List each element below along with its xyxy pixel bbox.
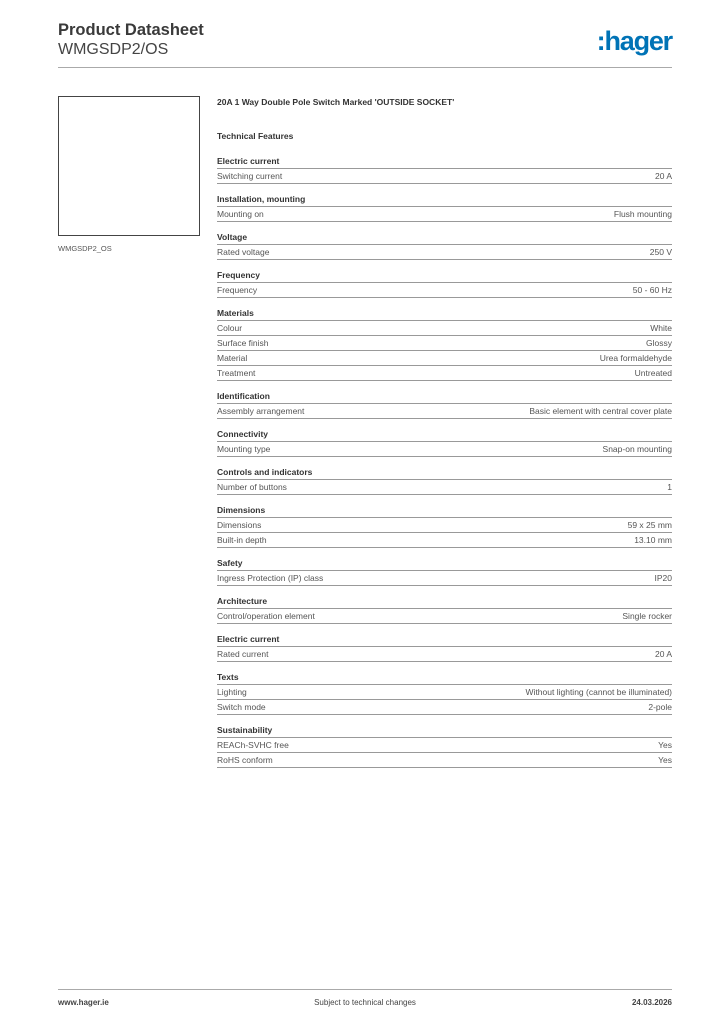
feature-row — [217, 571, 672, 586]
feature-section — [217, 231, 672, 260]
feature-row — [217, 404, 672, 419]
feature-value: Without lighting (cannot be illuminated) — [525, 687, 672, 697]
feature-label: Material — [217, 353, 248, 363]
section-title: Safety — [217, 557, 672, 571]
hager-logo: :hager — [596, 26, 672, 56]
feature-label: Built-in depth — [217, 535, 267, 545]
feature-label: Rated current — [217, 649, 269, 659]
feature-label: Surface finish — [217, 338, 269, 348]
feature-label: Switch mode — [217, 702, 266, 712]
feature-label: RoHS conform — [217, 755, 273, 765]
feature-section — [217, 557, 672, 586]
feature-sections — [217, 155, 672, 768]
feature-section — [217, 466, 672, 495]
feature-label: REACh-SVHC free — [217, 740, 289, 750]
section-title: Connectivity — [217, 428, 672, 442]
feature-row — [217, 321, 672, 336]
product-code: WMGSDP2/OS — [58, 41, 169, 58]
feature-row — [217, 169, 672, 184]
feature-label: Assembly arrangement — [217, 406, 305, 416]
feature-label: Rated voltage — [217, 247, 270, 257]
feature-section — [217, 428, 672, 457]
feature-value: Yes — [658, 755, 672, 765]
footer-divider — [58, 989, 672, 990]
feature-label: Number of buttons — [217, 482, 287, 492]
feature-value: 20 A — [654, 649, 672, 659]
feature-section — [217, 633, 672, 662]
section-title: Frequency — [217, 269, 672, 283]
feature-row — [217, 700, 672, 715]
feature-section — [217, 671, 672, 715]
feature-label: Colour — [217, 323, 243, 333]
feature-value: Basic element with central cover plate — [529, 406, 672, 416]
feature-label: Dimensions — [217, 520, 262, 530]
feature-section — [217, 269, 672, 298]
feature-label: Control/operation element — [217, 611, 315, 621]
feature-label: Lighting — [217, 687, 247, 697]
feature-value: 59 x 25 mm — [627, 520, 672, 530]
feature-value: 50 - 60 Hz — [632, 285, 672, 295]
feature-label: Switching current — [217, 171, 283, 181]
feature-row — [217, 366, 672, 381]
page-title: Product Datasheet — [58, 21, 204, 39]
feature-row — [217, 207, 672, 222]
technical-features-title: Technical Features — [217, 131, 294, 141]
feature-label: Treatment — [217, 368, 256, 378]
datasheet-content — [217, 95, 672, 777]
section-title: Electric current — [217, 155, 672, 169]
feature-row — [217, 351, 672, 366]
section-title: Sustainability — [217, 724, 672, 738]
feature-value: Yes — [658, 740, 672, 750]
feature-row — [217, 518, 672, 533]
footer-website[interactable]: www.hager.ie — [58, 998, 109, 1007]
section-title: Architecture — [217, 595, 672, 609]
feature-section — [217, 155, 672, 184]
footer-date: 24.03.2026 — [631, 998, 672, 1007]
feature-row — [217, 336, 672, 351]
feature-row — [217, 647, 672, 662]
feature-row — [217, 609, 672, 624]
feature-row — [217, 685, 672, 700]
feature-value: Snap-on mounting — [602, 444, 672, 454]
feature-value: Single rocker — [622, 611, 672, 621]
feature-section — [217, 390, 672, 419]
feature-label: Ingress Protection (IP) class — [217, 573, 324, 583]
section-title: Texts — [217, 671, 672, 685]
feature-value: Urea formaldehyde — [599, 353, 672, 363]
feature-row — [217, 753, 672, 768]
product-description: 20A 1 Way Double Pole Switch Marked 'OUTSIDE SOCKET' — [217, 97, 455, 107]
feature-value: 1 — [667, 482, 672, 492]
feature-row — [217, 533, 672, 548]
section-title: Controls and indicators — [217, 466, 672, 480]
feature-label: Mounting type — [217, 444, 271, 454]
feature-value: Flush mounting — [613, 209, 672, 219]
feature-section — [217, 307, 672, 381]
feature-section — [217, 595, 672, 624]
section-title: Materials — [217, 307, 672, 321]
feature-row — [217, 245, 672, 260]
feature-value: Untreated — [634, 368, 672, 378]
feature-section — [217, 504, 672, 548]
feature-value: 13.10 mm — [634, 535, 672, 545]
feature-value: Glossy — [646, 338, 672, 348]
feature-row — [217, 283, 672, 298]
feature-row — [217, 738, 672, 753]
section-title: Installation, mounting — [217, 193, 672, 207]
feature-label: Mounting on — [217, 209, 264, 219]
feature-section — [217, 724, 672, 768]
feature-value: White — [650, 323, 672, 333]
section-title: Dimensions — [217, 504, 672, 518]
header-divider — [58, 67, 672, 68]
feature-section — [217, 193, 672, 222]
feature-row — [217, 442, 672, 457]
product-image-caption: WMGSDP2_OS — [58, 244, 112, 253]
section-title: Electric current — [217, 633, 672, 647]
feature-value: 20 A — [654, 171, 672, 181]
section-title: Identification — [217, 390, 672, 404]
feature-label: Frequency — [217, 285, 258, 295]
header — [58, 21, 204, 59]
feature-value: 250 V — [649, 247, 672, 257]
feature-row — [217, 480, 672, 495]
section-title: Voltage — [217, 231, 672, 245]
feature-value: 2-pole — [648, 702, 672, 712]
feature-value: IP20 — [654, 573, 672, 583]
product-image — [58, 96, 200, 236]
footer-notice: Subject to technical changes — [314, 998, 416, 1007]
